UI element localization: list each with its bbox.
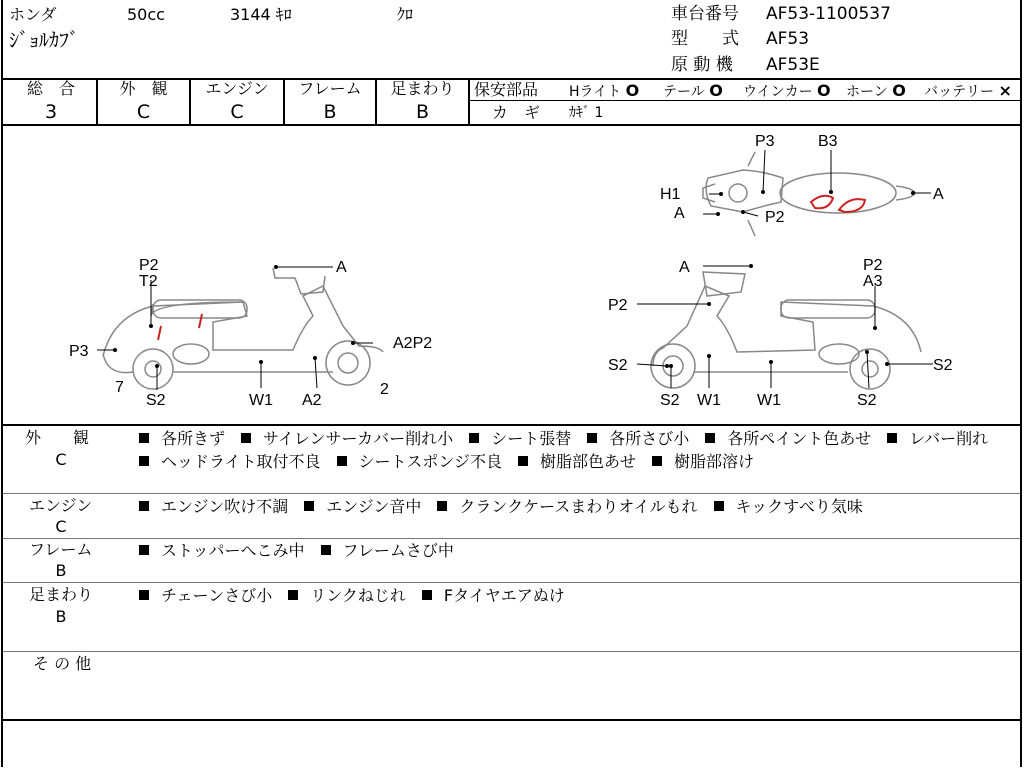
color: ｸﾛ xyxy=(397,5,414,24)
list-item: キックすべり気味 xyxy=(714,497,863,516)
divider xyxy=(468,78,470,125)
section-engine-grade: C xyxy=(55,517,67,536)
list-item: ストッパーへこみ中 xyxy=(139,541,305,560)
divider xyxy=(3,719,1020,721)
type-label: 型 式 xyxy=(671,29,739,49)
tail-ok-mark: O xyxy=(709,81,723,100)
label-top-h1: H1 xyxy=(660,186,681,203)
divider xyxy=(469,100,1020,101)
list-item: サイレンサーカバー削れ小 xyxy=(241,429,453,448)
label-right-p2: P2 xyxy=(608,297,628,314)
safety-item-battery: バッテリー × xyxy=(924,81,1012,100)
safety-label: 保安部品 xyxy=(474,80,539,99)
key-value: ｶｷﾞ 1 xyxy=(569,105,604,121)
section-suspension-label: 足まわり xyxy=(29,585,94,604)
section-suspension-grade: B xyxy=(55,607,67,626)
label-right-s2-left: S2 xyxy=(608,357,628,374)
suspension-score: B xyxy=(415,101,430,123)
label-right-s2-right: S2 xyxy=(933,357,953,374)
leader-dots xyxy=(113,190,915,368)
section-engine-items xyxy=(139,495,1019,518)
headlight-ok-mark: O xyxy=(625,81,640,100)
list-item: エンジン音中 xyxy=(304,497,421,516)
damage-marks xyxy=(158,196,865,340)
safety-item-tail: テール O xyxy=(663,81,723,100)
section-exterior-grade: C xyxy=(55,450,67,469)
section-frame-label: フレーム xyxy=(29,540,93,559)
maker: ホンダ xyxy=(9,5,57,24)
engine-score: C xyxy=(230,101,244,123)
divider xyxy=(3,651,1020,652)
frame-no: AF53-1100537 xyxy=(766,4,891,24)
overall-score: 3 xyxy=(44,101,58,123)
section-other-label: そ の 他 xyxy=(33,654,92,673)
label-left-s2: S2 xyxy=(146,392,166,409)
list-item: 樹脂部色あせ xyxy=(518,452,636,471)
list-item: 樹脂部溶け xyxy=(652,452,754,471)
label-top-a-rear: A xyxy=(933,186,944,203)
label-left-a2p2: A2P2 xyxy=(393,335,433,352)
engine-label: エンジン xyxy=(205,79,269,98)
engine-label: 原 動 機 xyxy=(671,55,733,75)
safety-item-winker: ウインカー O xyxy=(743,81,831,100)
label-right-p2-top: P2 xyxy=(863,257,883,274)
overall-label: 総 合 xyxy=(26,79,75,98)
battery-ng-mark: × xyxy=(998,81,1012,100)
section-engine-label: エンジン xyxy=(29,496,93,515)
section-exterior-items xyxy=(139,427,1019,473)
label-left-p2: P2 xyxy=(139,257,159,274)
label-right-s2-bottom: S2 xyxy=(660,392,680,409)
list-item: Fタイヤエアぬけ xyxy=(422,586,565,605)
mileage: 3144 ｷﾛ xyxy=(230,5,292,24)
divider xyxy=(3,582,1020,583)
label-right-w1-b: W1 xyxy=(757,392,781,409)
frame-label: フレーム xyxy=(298,79,362,98)
list-item: シートスポンジ不良 xyxy=(337,452,502,471)
label-left-a2: A2 xyxy=(302,392,322,409)
safety-item-horn: ホーン O xyxy=(846,81,906,100)
list-item: シート張替 xyxy=(469,429,571,448)
model-name: ｼﾞｮﾙｶﾌﾞ xyxy=(9,28,79,52)
list-item: レバー削れ xyxy=(887,429,988,448)
label-left-w1: W1 xyxy=(249,392,273,409)
list-item: クランクケースまわりオイルもれ xyxy=(437,497,697,516)
label-left-7: 7 xyxy=(115,379,124,396)
divider xyxy=(3,493,1020,494)
displacement: 50cc xyxy=(127,5,165,24)
section-suspension-items xyxy=(139,584,1019,607)
label-right-w1-a: W1 xyxy=(697,392,721,409)
type-value: AF53 xyxy=(766,29,810,49)
list-item: 各所さび小 xyxy=(587,429,689,448)
engine-value: AF53E xyxy=(766,55,820,75)
label-right-a3: A3 xyxy=(863,273,883,290)
top-view-sketch xyxy=(703,152,915,236)
label-top-b3: B3 xyxy=(818,133,838,150)
list-item: チェーンさび小 xyxy=(139,586,272,605)
winker-ok-mark: O xyxy=(817,81,831,100)
divider xyxy=(3,424,1020,426)
list-item: フレームさび中 xyxy=(321,541,454,560)
label-top-p3: P3 xyxy=(755,133,775,150)
label-top-p2: P2 xyxy=(765,209,785,226)
inspection-sheet xyxy=(1,0,1022,767)
label-left-a: A xyxy=(336,259,347,276)
exterior-score: C xyxy=(136,101,151,123)
suspension-label: 足まわり xyxy=(390,79,455,98)
list-item: 各所きず xyxy=(139,429,225,448)
section-exterior-label: 外 観 xyxy=(25,428,90,447)
label-right-s2-rear: S2 xyxy=(857,392,877,409)
label-left-p3: P3 xyxy=(69,343,89,360)
section-frame-items xyxy=(139,539,1019,562)
frame-no-label: 車台番号 xyxy=(671,4,739,24)
leader-lines xyxy=(97,150,933,390)
frame-score: B xyxy=(323,101,337,123)
list-item: ヘッドライト取付不良 xyxy=(139,452,321,471)
list-item: 各所ペイント色あせ xyxy=(705,429,871,448)
scooter-diagram xyxy=(3,126,1021,424)
label-top-a-front: A xyxy=(674,205,685,222)
list-item: リンクねじれ xyxy=(288,586,406,605)
section-frame-grade: B xyxy=(55,561,67,580)
key-label: カ ギ xyxy=(492,103,541,122)
label-left-t2: T2 xyxy=(139,273,158,290)
safety-item-headlight: Hライト O xyxy=(569,81,640,100)
exterior-label: 外 観 xyxy=(119,79,168,98)
list-item: エンジン吹け不調 xyxy=(139,497,288,516)
horn-ok-mark: O xyxy=(892,81,906,100)
label-left-2: 2 xyxy=(380,381,389,398)
label-right-a: A xyxy=(679,259,690,276)
